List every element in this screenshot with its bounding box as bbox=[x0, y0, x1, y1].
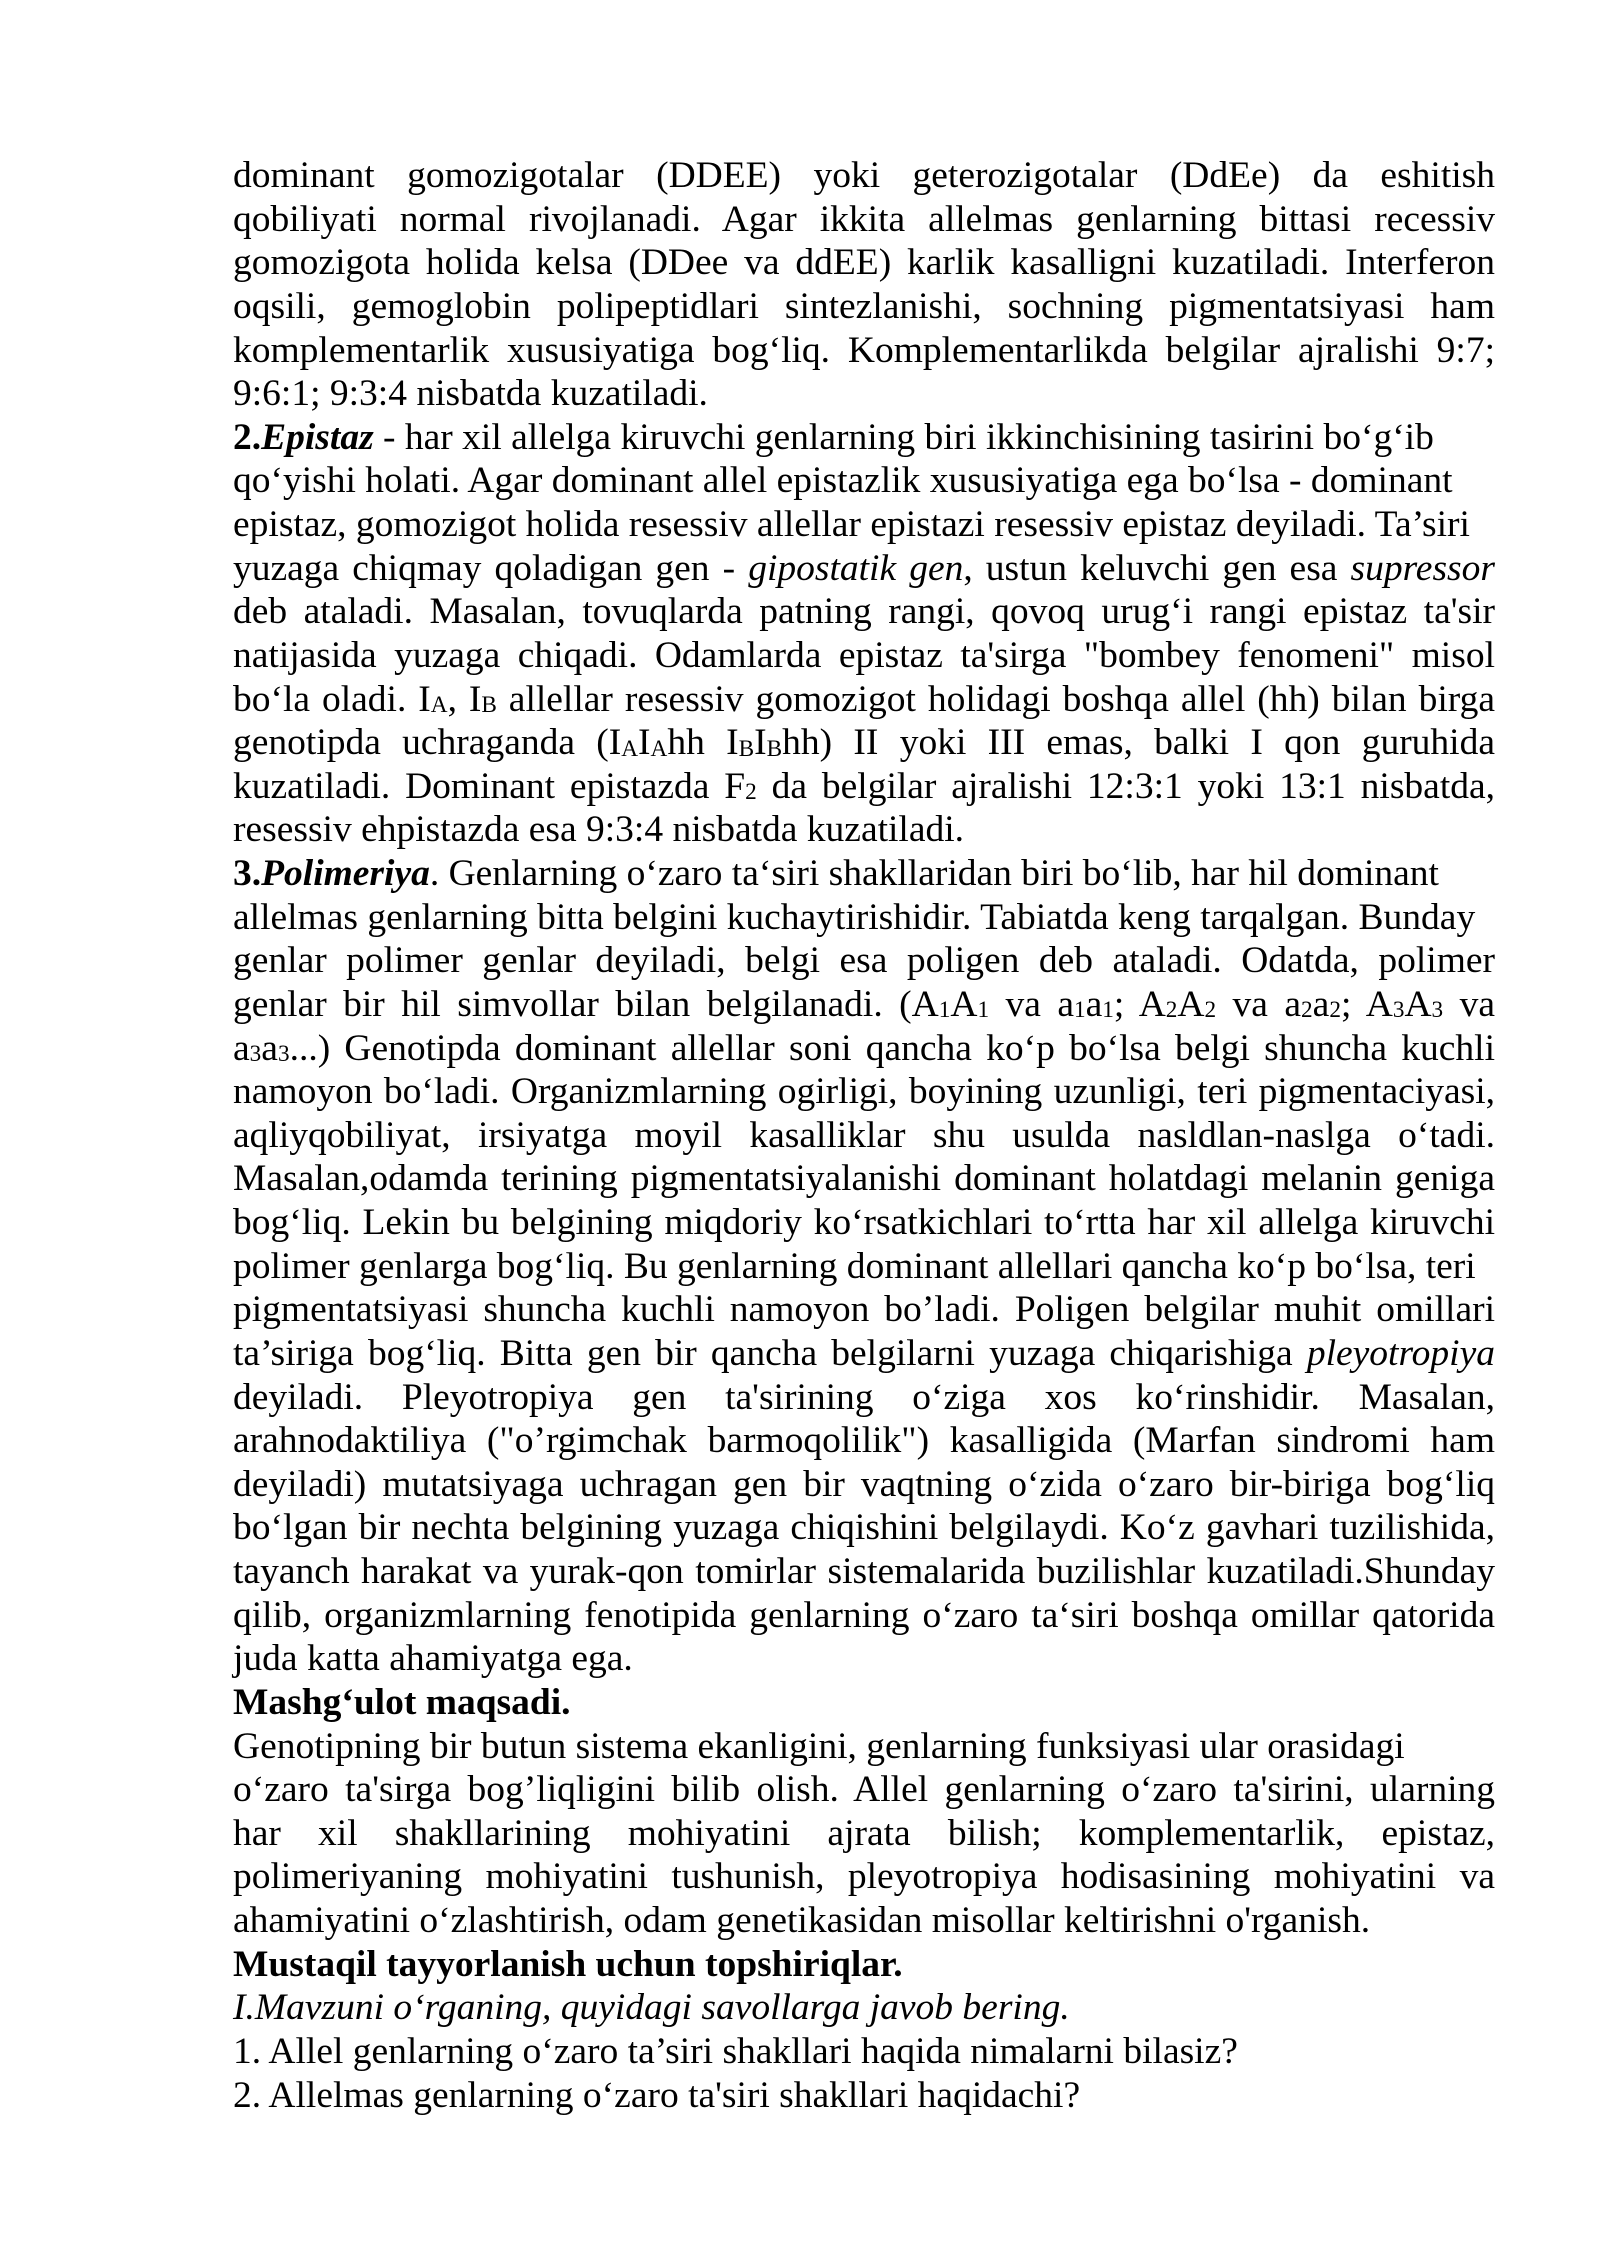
text-run: juda katta ahamiyatga ega. bbox=[233, 1638, 633, 1680]
text-run: yuzaga chiqmay qoladigan gen - bbox=[233, 547, 749, 589]
bold-text: Mashg‘ulot maqsadi. bbox=[233, 1681, 571, 1723]
text-run: I bbox=[638, 722, 651, 764]
text-run: bo‘la oladi. I bbox=[233, 678, 431, 720]
text-line bbox=[233, 1027, 1495, 1071]
text-line bbox=[233, 1245, 1495, 1289]
text-run: bo‘lgan bir nechta belgining yuzaga chiqishini belgilaydi. Ko‘z gavhari tuzilishida, bbox=[233, 1507, 1495, 1549]
text-line bbox=[233, 1419, 1495, 1463]
paragraph bbox=[233, 1986, 1495, 2030]
paragraph bbox=[233, 1768, 1495, 1943]
paragraph bbox=[233, 896, 1495, 940]
paragraph bbox=[233, 2074, 1495, 2118]
text-run: qilib, organizmlarning fenotipida genlarning o‘zaro ta‘siri boshqa omillar qatorida bbox=[233, 1594, 1495, 1636]
subscript-text: 1 bbox=[1074, 997, 1086, 1024]
text-run: gomozigota holida kelsa (DDee va ddEE) karlik kasalligni kuzatiladi. Interferon bbox=[233, 242, 1495, 284]
text-run: hh) II yoki III emas, balki I qon guruhida bbox=[782, 722, 1495, 764]
text-run: genlar bir hil simvollar bilan belgilanadi. (A bbox=[233, 983, 939, 1025]
text-run: a bbox=[261, 1027, 278, 1069]
text-run: allellar resessiv gomozigot holidagi boshqa allel (hh) bilan birga bbox=[496, 678, 1495, 720]
subscript-text: 3 bbox=[1431, 997, 1444, 1024]
italic-text: I.Mavzuni o‘rganing, quyidagi savollarga javob bering. bbox=[233, 1987, 1070, 2029]
text-run: . Genlarning o‘zaro ta‘siri shakllaridan biri bo‘lib, har hil dominant bbox=[429, 853, 1439, 894]
text-run: va a bbox=[989, 983, 1074, 1025]
text-run: - har xil allelga kiruvchi genlarning biri ikkinchisining tasirini bo‘g‘ib bbox=[373, 416, 1434, 458]
text-run: a bbox=[1085, 983, 1103, 1025]
text-line bbox=[233, 590, 1495, 634]
text-line bbox=[233, 503, 1495, 547]
text-line bbox=[233, 1201, 1495, 1245]
text-run: kuzatiladi. Dominant epistazda F bbox=[233, 765, 746, 807]
paragraph bbox=[233, 547, 1495, 852]
paragraph bbox=[233, 1681, 1495, 1725]
text-run: qo‘yishi holati. Agar dominant allel epistazlik xususiyatiga ega bo‘lsa - dominant bbox=[233, 460, 1453, 502]
subscript-text: 2 bbox=[1301, 997, 1313, 1024]
text-run: I bbox=[754, 722, 767, 764]
subscript-text: B bbox=[481, 691, 497, 718]
paragraph bbox=[233, 852, 1495, 896]
text-line bbox=[233, 1070, 1495, 1114]
text-run: pigmentatsiyasi shuncha kuchli namoyon bo’ladi. Poligen belgilar muhit omillari bbox=[233, 1289, 1495, 1331]
text-line bbox=[233, 1637, 1495, 1681]
text-run: aqliyqobiliyat, irsiyatga moyil kasalliklar shu usulda nasldlan-naslga o‘tadi. bbox=[233, 1114, 1495, 1156]
text-run: ...) Genotipda dominant allellar soni qancha ko‘p bo‘lsa belgi shuncha kuchli bbox=[289, 1027, 1495, 1069]
text-line bbox=[233, 852, 1495, 896]
text-line bbox=[233, 896, 1495, 940]
text-run: resessiv ehpistazda esa 9:3:4 nisbatda kuzatiladi. bbox=[233, 809, 965, 851]
subscript-text: 2 bbox=[1204, 997, 1217, 1024]
bold-text: 3. bbox=[233, 853, 262, 894]
text-line bbox=[233, 329, 1495, 373]
text-line bbox=[233, 1725, 1495, 1769]
italic-text: supressor bbox=[1350, 547, 1495, 589]
text-run: oqsili, gemoglobin polipeptidlari sintezlanishi, sochning pigmentatsiyasi ham bbox=[233, 285, 1495, 327]
text-line bbox=[233, 241, 1495, 285]
text-line bbox=[233, 416, 1495, 460]
text-run: deb ataladi. Masalan, tovuqlarda patning rangi, qovoq urug‘i rangi epistaz ta'sir bbox=[233, 591, 1495, 633]
text-run: genlar polimer genlar deyiladi, belgi esa poligen deb ataladi. Odatda, polimer bbox=[233, 940, 1495, 982]
bold-italic-text: Polimeriya bbox=[261, 853, 430, 894]
text-run: bog‘liq. Lekin bu belgining miqdoriy ko‘rsatkichlari to‘rtta har xil allelga kiruvchi bbox=[233, 1202, 1495, 1243]
text-line bbox=[233, 1986, 1495, 2030]
subscript-text: B bbox=[766, 735, 783, 762]
text-run: komplementarlik xususiyatiga bog‘liq. Komplementarlikda belgilar ajralishi 9:7; bbox=[233, 329, 1495, 371]
text-run: deyiladi) mutatsiyaga uchragan gen bir vaqtning o‘zida o‘zaro bir-biriga bog‘liq bbox=[233, 1463, 1495, 1505]
text-run: va bbox=[1443, 983, 1496, 1025]
text-line bbox=[233, 1550, 1495, 1594]
text-line bbox=[233, 808, 1495, 852]
text-run: va a bbox=[1216, 983, 1302, 1025]
subscript-text: 3 bbox=[1392, 997, 1405, 1024]
text-run: da belgilar ajralishi 12:3:1 yoki 13:1 nisbatda, bbox=[756, 765, 1496, 807]
text-line bbox=[233, 2030, 1495, 2074]
text-run: , I bbox=[447, 678, 482, 720]
text-run: a bbox=[1312, 983, 1330, 1025]
text-run: genotipda uchraganda (I bbox=[233, 722, 622, 764]
text-line bbox=[233, 285, 1495, 329]
paragraph bbox=[233, 939, 1495, 1288]
subscript-text: 3 bbox=[277, 1040, 290, 1067]
text-line bbox=[233, 1506, 1495, 1550]
text-run: hh I bbox=[667, 722, 739, 764]
text-line bbox=[233, 1157, 1495, 1201]
text-run: namoyon bo‘ladi. Organizmlarning ogirligi, boyining uzunligi, teri pigmentaciyasi, bbox=[233, 1071, 1495, 1113]
text-run: polimer genlarga bog‘liq. Bu genlarning dominant allellari qancha ko‘p bo‘lsa, teri bbox=[233, 1245, 1476, 1287]
subscript-text: 1 bbox=[938, 997, 951, 1024]
text-line bbox=[233, 372, 1495, 416]
text-run: 2. Allelmas genlarning o‘zaro ta'siri shakllari haqidachi? bbox=[233, 2074, 1081, 2116]
text-line bbox=[233, 1899, 1495, 1943]
text-run: natijasida yuzaga chiqadi. Odamlarda epistaz ta'sirga "bombey fenomeni" misol bbox=[233, 634, 1495, 676]
paragraph bbox=[233, 1725, 1495, 1769]
text-line bbox=[233, 1768, 1495, 1812]
paragraph bbox=[233, 154, 1495, 416]
paragraph bbox=[233, 459, 1495, 503]
text-run: ; A bbox=[1113, 983, 1166, 1025]
text-line bbox=[233, 721, 1495, 765]
subscript-text: 2 bbox=[1329, 997, 1341, 1024]
subscript-text: 2 bbox=[745, 779, 757, 806]
text-line bbox=[233, 1855, 1495, 1899]
paragraph bbox=[233, 416, 1495, 460]
text-run: ahamiyatini o‘zlashtirish, odam genetikasidan misollar keltirishni o'rganish. bbox=[233, 1900, 1371, 1941]
text-run: 1. Allel genlarning o‘zaro ta’siri shakllari haqida nimalarni bilasiz? bbox=[233, 2030, 1238, 2072]
document-body bbox=[233, 154, 1495, 2117]
text-line bbox=[233, 939, 1495, 983]
paragraph bbox=[233, 1943, 1495, 1987]
text-run: deyiladi. Pleyotropiya gen ta'sirining o‘ziga xos ko‘rinshidir. Masalan, bbox=[233, 1376, 1495, 1418]
italic-text: gipostatik gen bbox=[748, 547, 964, 589]
subscript-text: B bbox=[738, 735, 755, 762]
text-line bbox=[233, 678, 1495, 722]
text-line bbox=[233, 1463, 1495, 1507]
text-run: ; A bbox=[1340, 983, 1393, 1025]
text-run: , ustun keluvchi gen esa bbox=[963, 547, 1351, 589]
text-line bbox=[233, 547, 1495, 591]
text-run: epistaz, gomozigot holida resessiv allellar epistazi resessiv epistaz deyiladi. Ta’siri bbox=[233, 504, 1470, 545]
text-run: Genotipning bir butun sistema ekanligini, genlarning funksiyasi ular orasidagi bbox=[233, 1725, 1405, 1767]
text-run: tayanch harakat va yurak-qon tomirlar sistemalarida buzilishlar kuzatiladi.Shunday bbox=[233, 1551, 1495, 1592]
text-run: dominant gomozigotalar (DDEE) yoki geterozigotalar (DdEe) da eshitish bbox=[233, 155, 1495, 196]
bold-text: 2. bbox=[233, 416, 262, 458]
text-line bbox=[233, 1332, 1495, 1376]
text-run: a bbox=[233, 1027, 250, 1069]
text-line bbox=[233, 1681, 1495, 1725]
subscript-text: 2 bbox=[1165, 997, 1178, 1024]
text-line bbox=[233, 634, 1495, 678]
text-line bbox=[233, 983, 1495, 1027]
italic-text: pleyotropiya bbox=[1306, 1332, 1495, 1374]
paragraph bbox=[233, 1288, 1495, 1681]
text-run: 9:6:1; 9:3:4 nisbatda kuzatiladi. bbox=[233, 373, 708, 415]
paragraph bbox=[233, 503, 1495, 547]
text-line bbox=[233, 154, 1495, 198]
bold-text: Mustaqil tayyorlanish uchun topshiriqlar. bbox=[233, 1943, 903, 1985]
bold-italic-text: Epistaz bbox=[261, 416, 374, 458]
text-run: A bbox=[1177, 983, 1205, 1025]
text-line bbox=[233, 1114, 1495, 1158]
text-run: har xil shakllarining mohiyatini ajrata bilish; komplementarlik, epistaz, bbox=[233, 1812, 1495, 1854]
text-line bbox=[233, 765, 1495, 809]
text-line bbox=[233, 1943, 1495, 1987]
text-line bbox=[233, 1288, 1495, 1332]
text-line bbox=[233, 1376, 1495, 1420]
text-run: polimeriyaning mohiyatini tushunish, pleyotropiya hodisasining mohiyatini va bbox=[233, 1856, 1495, 1898]
subscript-text: A bbox=[430, 691, 448, 718]
text-run: arahnodaktiliya ("o’rgimchak barmoqolilik") kasalligida (Marfan sindromi ham bbox=[233, 1420, 1495, 1462]
text-line bbox=[233, 198, 1495, 242]
subscript-text: 1 bbox=[1102, 997, 1114, 1024]
text-run: A bbox=[950, 983, 978, 1025]
subscript-text: A bbox=[621, 735, 639, 762]
text-line bbox=[233, 2074, 1495, 2118]
text-run: A bbox=[1404, 983, 1432, 1025]
text-run: Masalan,odamda terining pigmentatsiyalanishi dominant holatdagi melanin geniga bbox=[233, 1158, 1495, 1200]
text-run: qobiliyati normal rivojlanadi. Agar ikkita allelmas genlarning bittasi recessiv bbox=[233, 198, 1495, 240]
text-run: ta’siriga bog‘liq. Bitta gen bir qancha belgilarni yuzaga chiqarishiga bbox=[233, 1332, 1307, 1374]
text-line bbox=[233, 1594, 1495, 1638]
text-line bbox=[233, 459, 1495, 503]
paragraph bbox=[233, 2030, 1495, 2074]
subscript-text: A bbox=[650, 735, 668, 762]
text-run: o‘zaro ta'sirga bog’liqligini bilib olish. Allel genlarning o‘zaro ta'sirini, ularning bbox=[233, 1769, 1495, 1811]
subscript-text: 1 bbox=[977, 997, 990, 1024]
subscript-text: 3 bbox=[249, 1040, 262, 1067]
text-line bbox=[233, 1812, 1495, 1856]
text-run: allelmas genlarning bitta belgini kuchaytirishidir. Tabiatda keng tarqalgan. Bunday bbox=[233, 896, 1476, 938]
